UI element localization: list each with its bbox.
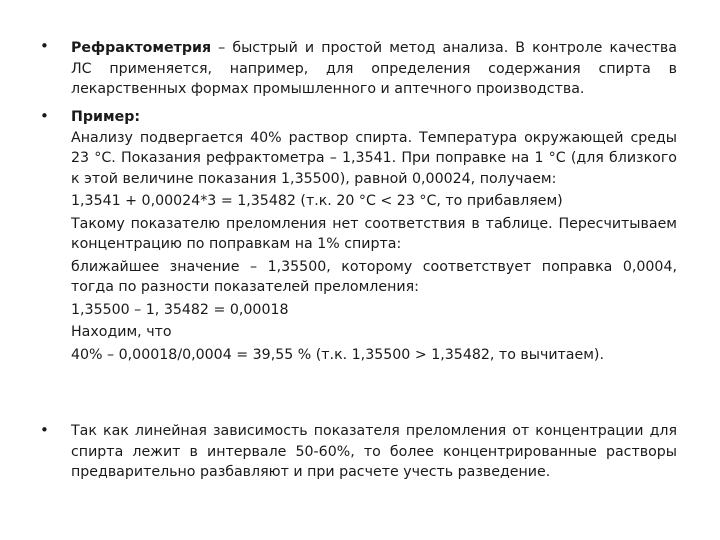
example-line-7: 40% – 0,00018/0,0004 = 39,55 % (т.к. 1,35500 > 1,35482, то вычитаем). bbox=[71, 346, 604, 363]
bullet-2-block bbox=[71, 107, 677, 365]
example-line-1: Анализу подвергается 40% раствор спирта. Температура окружающей среды 23 °С. Показания рефрактометра – 1,3541. При поправке на 1 °С (для близкого к этой величине показания 1,35500), равной 0,00024, получаем: bbox=[71, 129, 677, 187]
example-line-6: Находим, что bbox=[71, 324, 172, 340]
bullet-marker-1: • bbox=[40, 37, 49, 55]
example-heading: Пример: bbox=[71, 109, 141, 125]
example-line-2: 1,3541 + 0,00024*3 = 1,35482 (т.к. 20 °С < 23 °С, то прибавляем) bbox=[71, 193, 563, 209]
bullet-1-paragraph bbox=[71, 38, 677, 100]
bullet-1-term: Рефрактометрия bbox=[71, 40, 212, 56]
example-line-5: 1,35500 – 1, 35482 = 0,00018 bbox=[71, 301, 289, 318]
bullet-1-text: – быстрый и простой метод анализа. В контроле качества ЛС применяется, например, для определения содержания спирта в лекарственных формах промышленного и аптечного производства. bbox=[71, 40, 677, 97]
bullet-3-paragraph: Так как линейная зависимость показателя преломления от концентрации для спирта лежит в интервале 50-60%, то более концентрированные растворы предварительно разбавляют и при расчете учесть разведение. bbox=[71, 423, 677, 480]
bullet-marker-2: • bbox=[40, 107, 49, 125]
example-line-4: ближайшее значение – 1,35500, которому соответствует поправка 0,0004, тогда по разности показателей преломления: bbox=[71, 258, 677, 295]
bullet-marker-3: • bbox=[40, 421, 49, 439]
example-line-3: Такому показателю преломления нет соответствия в таблице. Пересчитываем концентрацию по поправкам на 1% спирта: bbox=[71, 215, 677, 252]
